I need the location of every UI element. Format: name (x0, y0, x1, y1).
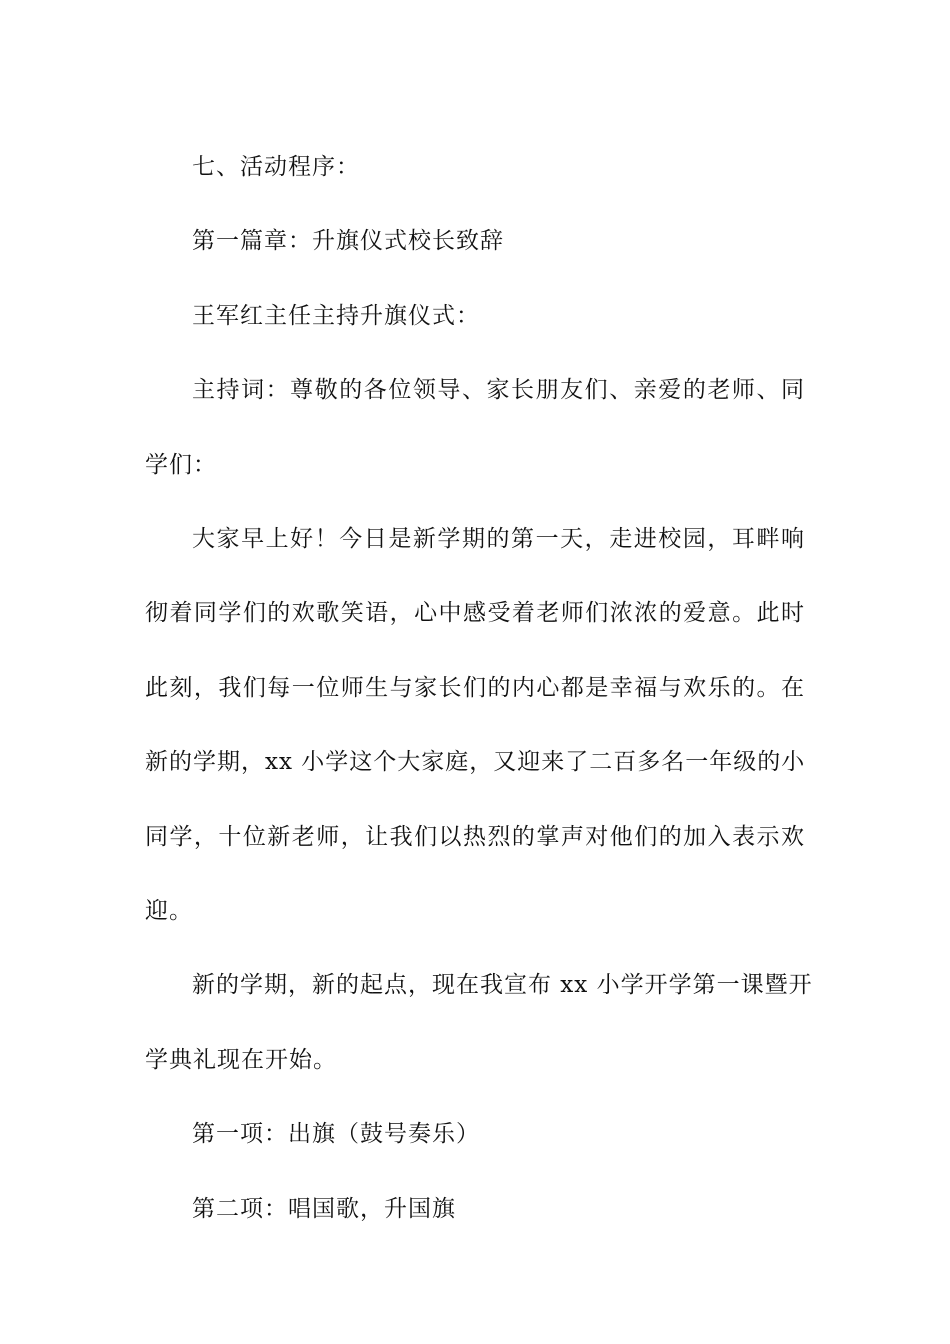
program-item-2 (145, 1172, 805, 1246)
text-line: 学典礼现在开始。 (145, 1046, 337, 1073)
document-body (145, 130, 813, 1246)
text-line: 新的学期，xx 小学这个大家庭，又迎来了二百多名一年级的小 (145, 749, 806, 776)
text-line: 第一项：出旗（鼓号奏乐） (192, 1121, 480, 1148)
announcement-paragraph (145, 948, 813, 1097)
section-heading (145, 130, 805, 204)
text-line: 第一篇章：升旗仪式校长致辞 (192, 228, 504, 255)
text-line: 彻着同学们的欢歌笑语，心中感受着老师们浓浓的爱意。此时 (145, 600, 805, 627)
text-line: 学们： (145, 451, 217, 478)
program-item-1 (145, 1097, 805, 1171)
text-line: 大家早上好！今日是新学期的第一天，走进校园，耳畔响 (192, 526, 805, 553)
text-line: 七、活动程序： (192, 154, 360, 180)
text-line: 第二项：唱国歌，升国旗 (192, 1195, 456, 1222)
host-greeting-paragraph (145, 353, 805, 502)
text-line: 此刻，我们每一位师生与家长们的内心都是幸福与欢乐的。在 (145, 674, 805, 701)
text-line: 新的学期，新的起点，现在我宣布 xx 小学开学第一课暨开 (192, 972, 813, 999)
text-line: 主持词：尊敬的各位领导、家长朋友们、亲爱的老师、同 (192, 377, 805, 404)
text-line: 迎。 (145, 898, 193, 925)
opening-speech-paragraph (145, 502, 805, 948)
chapter-heading (145, 204, 805, 278)
text-line: 同学，十位新老师，让我们以热烈的掌声对他们的加入表示欢 (145, 823, 805, 850)
text-line: 王军红主任主持升旗仪式： (192, 302, 480, 329)
host-intro-paragraph (145, 279, 805, 353)
